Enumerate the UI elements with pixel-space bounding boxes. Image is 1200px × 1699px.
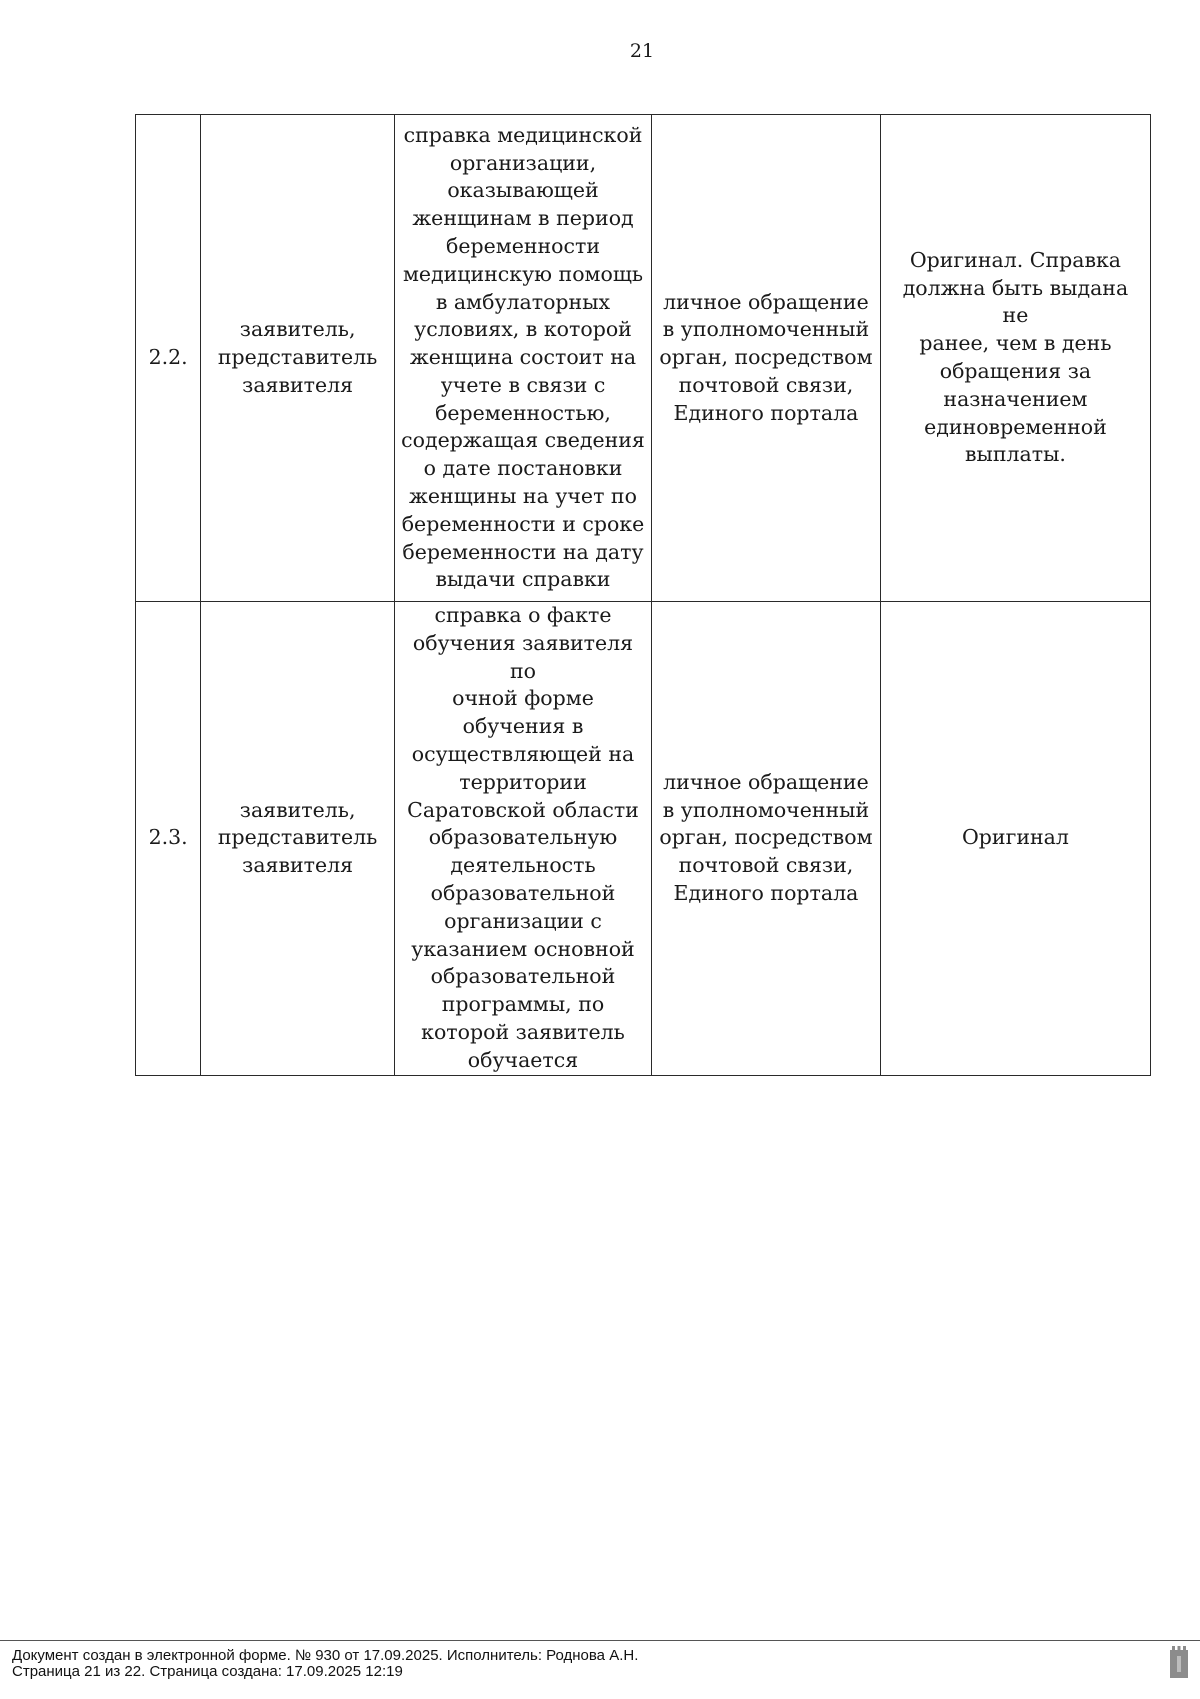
cell-text-line: беременности: [446, 233, 600, 258]
coat-of-arms-icon: [1168, 1646, 1190, 1680]
cell-text-line: личное обращение: [663, 289, 869, 314]
cell-text-line: беременностью,: [435, 400, 611, 425]
cell-text-line: почтовой связи,: [678, 372, 854, 397]
cell-text-line: образовательную: [428, 825, 618, 850]
cell-text-line: о дате постановки: [423, 456, 623, 481]
cell-text-line: медицинскую помощь: [402, 261, 644, 286]
applicant-cell: [201, 602, 395, 1076]
note-cell: [880, 602, 1150, 1076]
cell-text-line: образовательной: [430, 880, 616, 905]
cell-text-line: в амбулаторных: [435, 289, 611, 314]
cell-text-line: Оригинал: [961, 825, 1069, 850]
cell-text-line: Саратовской области: [407, 797, 639, 822]
document-cell: [395, 115, 652, 602]
cell-text-line: деятельность: [450, 853, 596, 878]
submission-method-cell: [652, 602, 881, 1076]
table-row: [136, 602, 1151, 1076]
cell-text-line: выплаты.: [964, 442, 1066, 467]
cell-text-line: беременности на дату: [402, 539, 644, 564]
table-row: [136, 115, 1151, 602]
document-cell: [395, 602, 652, 1076]
cell-text-line: в уполномоченный: [662, 797, 870, 822]
footer-line-1: Документ создан в электронной форме. № 930 от 17.09.2025. Исполнитель: Роднова А.Н.: [12, 1647, 639, 1664]
cell-text-line: единовременной: [924, 414, 1107, 439]
cell-text-line: содержащая сведения: [401, 428, 645, 453]
cell-text-line: представитель: [217, 345, 378, 370]
cell-text-line: заявителя: [242, 853, 354, 878]
submission-method-cell: [652, 115, 881, 602]
cell-text-line: 2.3.: [148, 825, 188, 850]
cell-text-line: женщина состоит на: [409, 345, 637, 370]
document-footer: [0, 1640, 1200, 1699]
cell-text-line: образовательной: [430, 964, 616, 989]
cell-text-line: беременности и сроке: [401, 511, 645, 536]
documents-table: [135, 114, 1151, 1076]
cell-text-line: условиях, в которой: [414, 317, 632, 342]
footer-line-2: Страница 21 из 22. Страница создана: 17.09.2025 12:19: [12, 1663, 403, 1680]
cell-text-line: личное обращение: [663, 769, 869, 794]
row-number-cell: [136, 115, 201, 602]
applicant-cell: [201, 115, 395, 602]
cell-text-line: женщины на учет по: [409, 484, 637, 509]
cell-text-line: заявитель,: [239, 317, 356, 342]
cell-text-line: справка о факте: [434, 603, 612, 627]
cell-text-line: обучается: [467, 1047, 579, 1072]
cell-text-line: Единого портала: [673, 880, 859, 905]
cell-text-line: выдачи справки: [435, 567, 611, 592]
cell-text-line: очной форме: [452, 686, 594, 711]
cell-text-line: заявителя: [242, 372, 354, 397]
cell-text-line: 2.2.: [148, 345, 188, 370]
cell-text-line: обращения за: [939, 359, 1092, 383]
footer-text: [12, 1648, 638, 1680]
cell-text-line: указанием основной: [411, 936, 635, 961]
cell-text-line: программы, по: [441, 992, 605, 1017]
page-number: 21: [629, 40, 655, 62]
cell-text-line: женщинам в период: [412, 206, 634, 231]
cell-text-line: ранее, чем в день: [919, 331, 1112, 356]
cell-text-line: организации,: [449, 150, 597, 175]
cell-text-line: территории: [459, 769, 587, 794]
cell-text-line: должна быть выдана не: [902, 275, 1129, 328]
cell-text-line: обучения заявителя по: [412, 630, 634, 683]
cell-text-line: справка медицинской: [403, 122, 643, 147]
cell-text-line: обучения в: [462, 714, 584, 739]
cell-text-line: Оригинал. Справка: [909, 247, 1122, 272]
cell-text-line: которой заявитель: [421, 1019, 625, 1044]
cell-text-line: Единого портала: [673, 400, 859, 425]
cell-text-line: оказывающей: [447, 178, 599, 203]
cell-text-line: в уполномоченный: [662, 317, 870, 342]
cell-text-line: учете в связи с: [440, 372, 606, 397]
cell-text-line: назначением: [943, 386, 1088, 411]
cell-text-line: почтовой связи,: [678, 853, 854, 878]
cell-text-line: осуществляющей на: [411, 741, 635, 766]
cell-text-line: орган, посредством: [659, 825, 873, 850]
table-body: [136, 115, 1151, 1076]
note-cell: [880, 115, 1150, 602]
cell-text-line: орган, посредством: [659, 345, 873, 370]
row-number-cell: [136, 602, 201, 1076]
cell-text-line: заявитель,: [239, 797, 356, 822]
cell-text-line: организации с: [444, 908, 602, 933]
cell-text-line: представитель: [217, 825, 378, 850]
